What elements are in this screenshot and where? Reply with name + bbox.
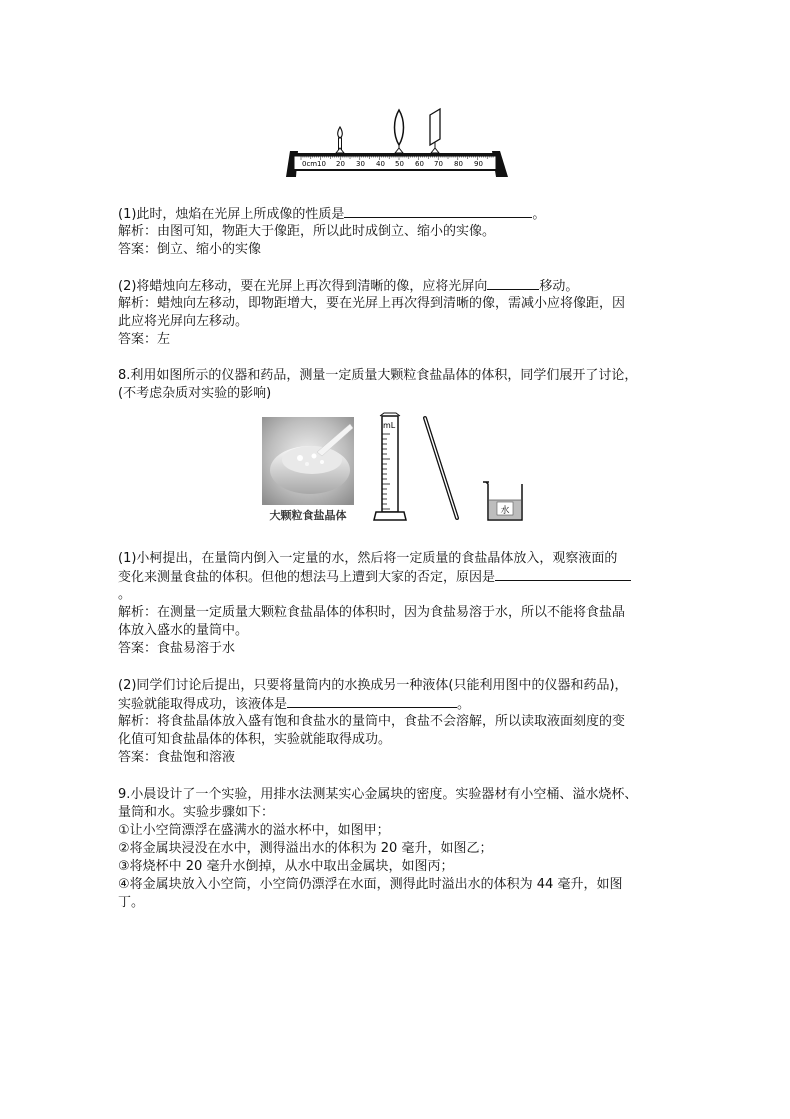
ruler-label-60: 60	[415, 160, 424, 168]
convex-lens	[395, 110, 404, 153]
q8-part2-analysis-1: 解析：将食盐晶体放入盛有饱和食盐水的量筒中，食盐不会溶解，所以读取液面刻度的变	[118, 714, 626, 729]
cylinder-unit-label: mL	[383, 421, 396, 430]
q7-part1-analysis: 解析：由图可知，物距大于像距，所以此时成倒立、缩小的实像。	[118, 224, 496, 239]
candle	[336, 127, 344, 153]
q9-stem-2: 量筒和水。实验步骤如下：	[118, 805, 275, 820]
q7-part2-question: (2)将蜡烛向左移动，要在光屏上再次得到清晰的像，应将光屏向 移动。	[118, 279, 579, 294]
ruler-label-80: 80	[454, 160, 463, 168]
ruler-label-50: 50	[395, 160, 404, 168]
q8-part1-question-2: 变化来测量食盐的体积。但他的想法马上遭到大家的否定，原因是	[118, 568, 631, 586]
beaker-with-water	[483, 482, 522, 520]
answer-blank	[487, 277, 539, 290]
q8-part2-question-2: 实验就能取得成功，该液体是 。	[118, 697, 471, 712]
q9-step-4: ④将金属块放入小空筒，小空筒仍漂浮在水面，测得此时溢出水的体积为 44 毫升，如图	[118, 877, 623, 892]
salt-experiment-figure	[262, 412, 532, 524]
q8-part1-question-3: 。	[118, 587, 132, 602]
photo-caption: 大颗粒食盐晶体	[269, 509, 347, 522]
q7-part1-answer: 答案：倒立、缩小的实像	[118, 242, 262, 257]
q8-part1-analysis-2: 体放入盛水的量筒中。	[118, 623, 249, 638]
ruler-label-10: 10	[317, 160, 326, 168]
q9-step-1: ①让小空筒漂浮在盛满水的溢水杯中，如图甲；	[118, 823, 390, 838]
beaker-label: 水	[500, 506, 510, 516]
ruler-label-20: 20	[336, 160, 345, 168]
q8-stem-2: (不考虑杂质对实验的影响)	[118, 386, 272, 401]
glass-rod	[425, 418, 457, 518]
q7-part2-analysis-2: 此应将光屏向左移动。	[118, 314, 249, 329]
answer-blank	[495, 568, 631, 581]
q8-part1-analysis-1: 解析：在测量一定质量大颗粒食盐晶体的体积时，因为食盐易溶于水，所以不能将食盐晶	[118, 605, 626, 620]
q8-part2-analysis-2: 化值可知食盐晶体的体积，实验就能取得成功。	[118, 732, 392, 747]
ruler-label-40: 40	[376, 160, 385, 168]
ruler-label-0: 0cm	[302, 160, 318, 168]
q7-part2-answer: 答案：左	[118, 332, 171, 347]
salt-crystal-photo	[262, 417, 354, 522]
light-screen	[430, 109, 440, 153]
q8-part1-answer: 答案：食盐易溶于水	[118, 641, 236, 656]
q9-step-4-cont: 丁。	[118, 895, 145, 910]
q8-stem-1: 8.利用如图所示的仪器和药品，测量一定质量大颗粒食盐晶体的体积，同学们展开了讨论，	[118, 368, 638, 383]
answer-blank	[344, 205, 532, 218]
q9-step-3: ③将烧杯中 20 毫升水倒掉，从水中取出金属块，如图丙；	[118, 859, 454, 874]
q7-part2-analysis-1: 解析：蜡烛向左移动，即物距增大，要在光屏上再次得到清晰的像，需减小应将像距，因	[118, 296, 626, 311]
optical-bench-figure	[280, 105, 520, 180]
q8-part2-question-1: (2)同学们讨论后提出，只要将量筒内的水换成另一种液体(只能利用图中的仪器和药品)，	[118, 678, 628, 693]
ruler-label-90: 90	[474, 160, 483, 168]
q8-part2-answer: 答案：食盐饱和溶液	[118, 750, 236, 765]
q8-part1-question-1: (1)小柯提出，在量筒内倒入一定量的水，然后将一定质量的食盐晶体放入，观察液面的	[118, 551, 618, 566]
q7-part1-question: (1)此时，烛焰在光屏上所成像的性质是 。	[118, 207, 546, 222]
ruler-label-30: 30	[356, 160, 365, 168]
ruler-label-70: 70	[434, 160, 443, 168]
answer-blank	[287, 695, 457, 708]
q9-stem-1: 9.小晨设计了一个实验，用排水法测某实心金属块的密度。实验器材有小空桶、溢水烧杯、	[118, 787, 638, 802]
q9-step-2: ②将金属块浸没在水中，测得溢出水的体积为 20 毫升，如图乙；	[118, 841, 493, 856]
graduated-cylinder	[374, 413, 406, 520]
